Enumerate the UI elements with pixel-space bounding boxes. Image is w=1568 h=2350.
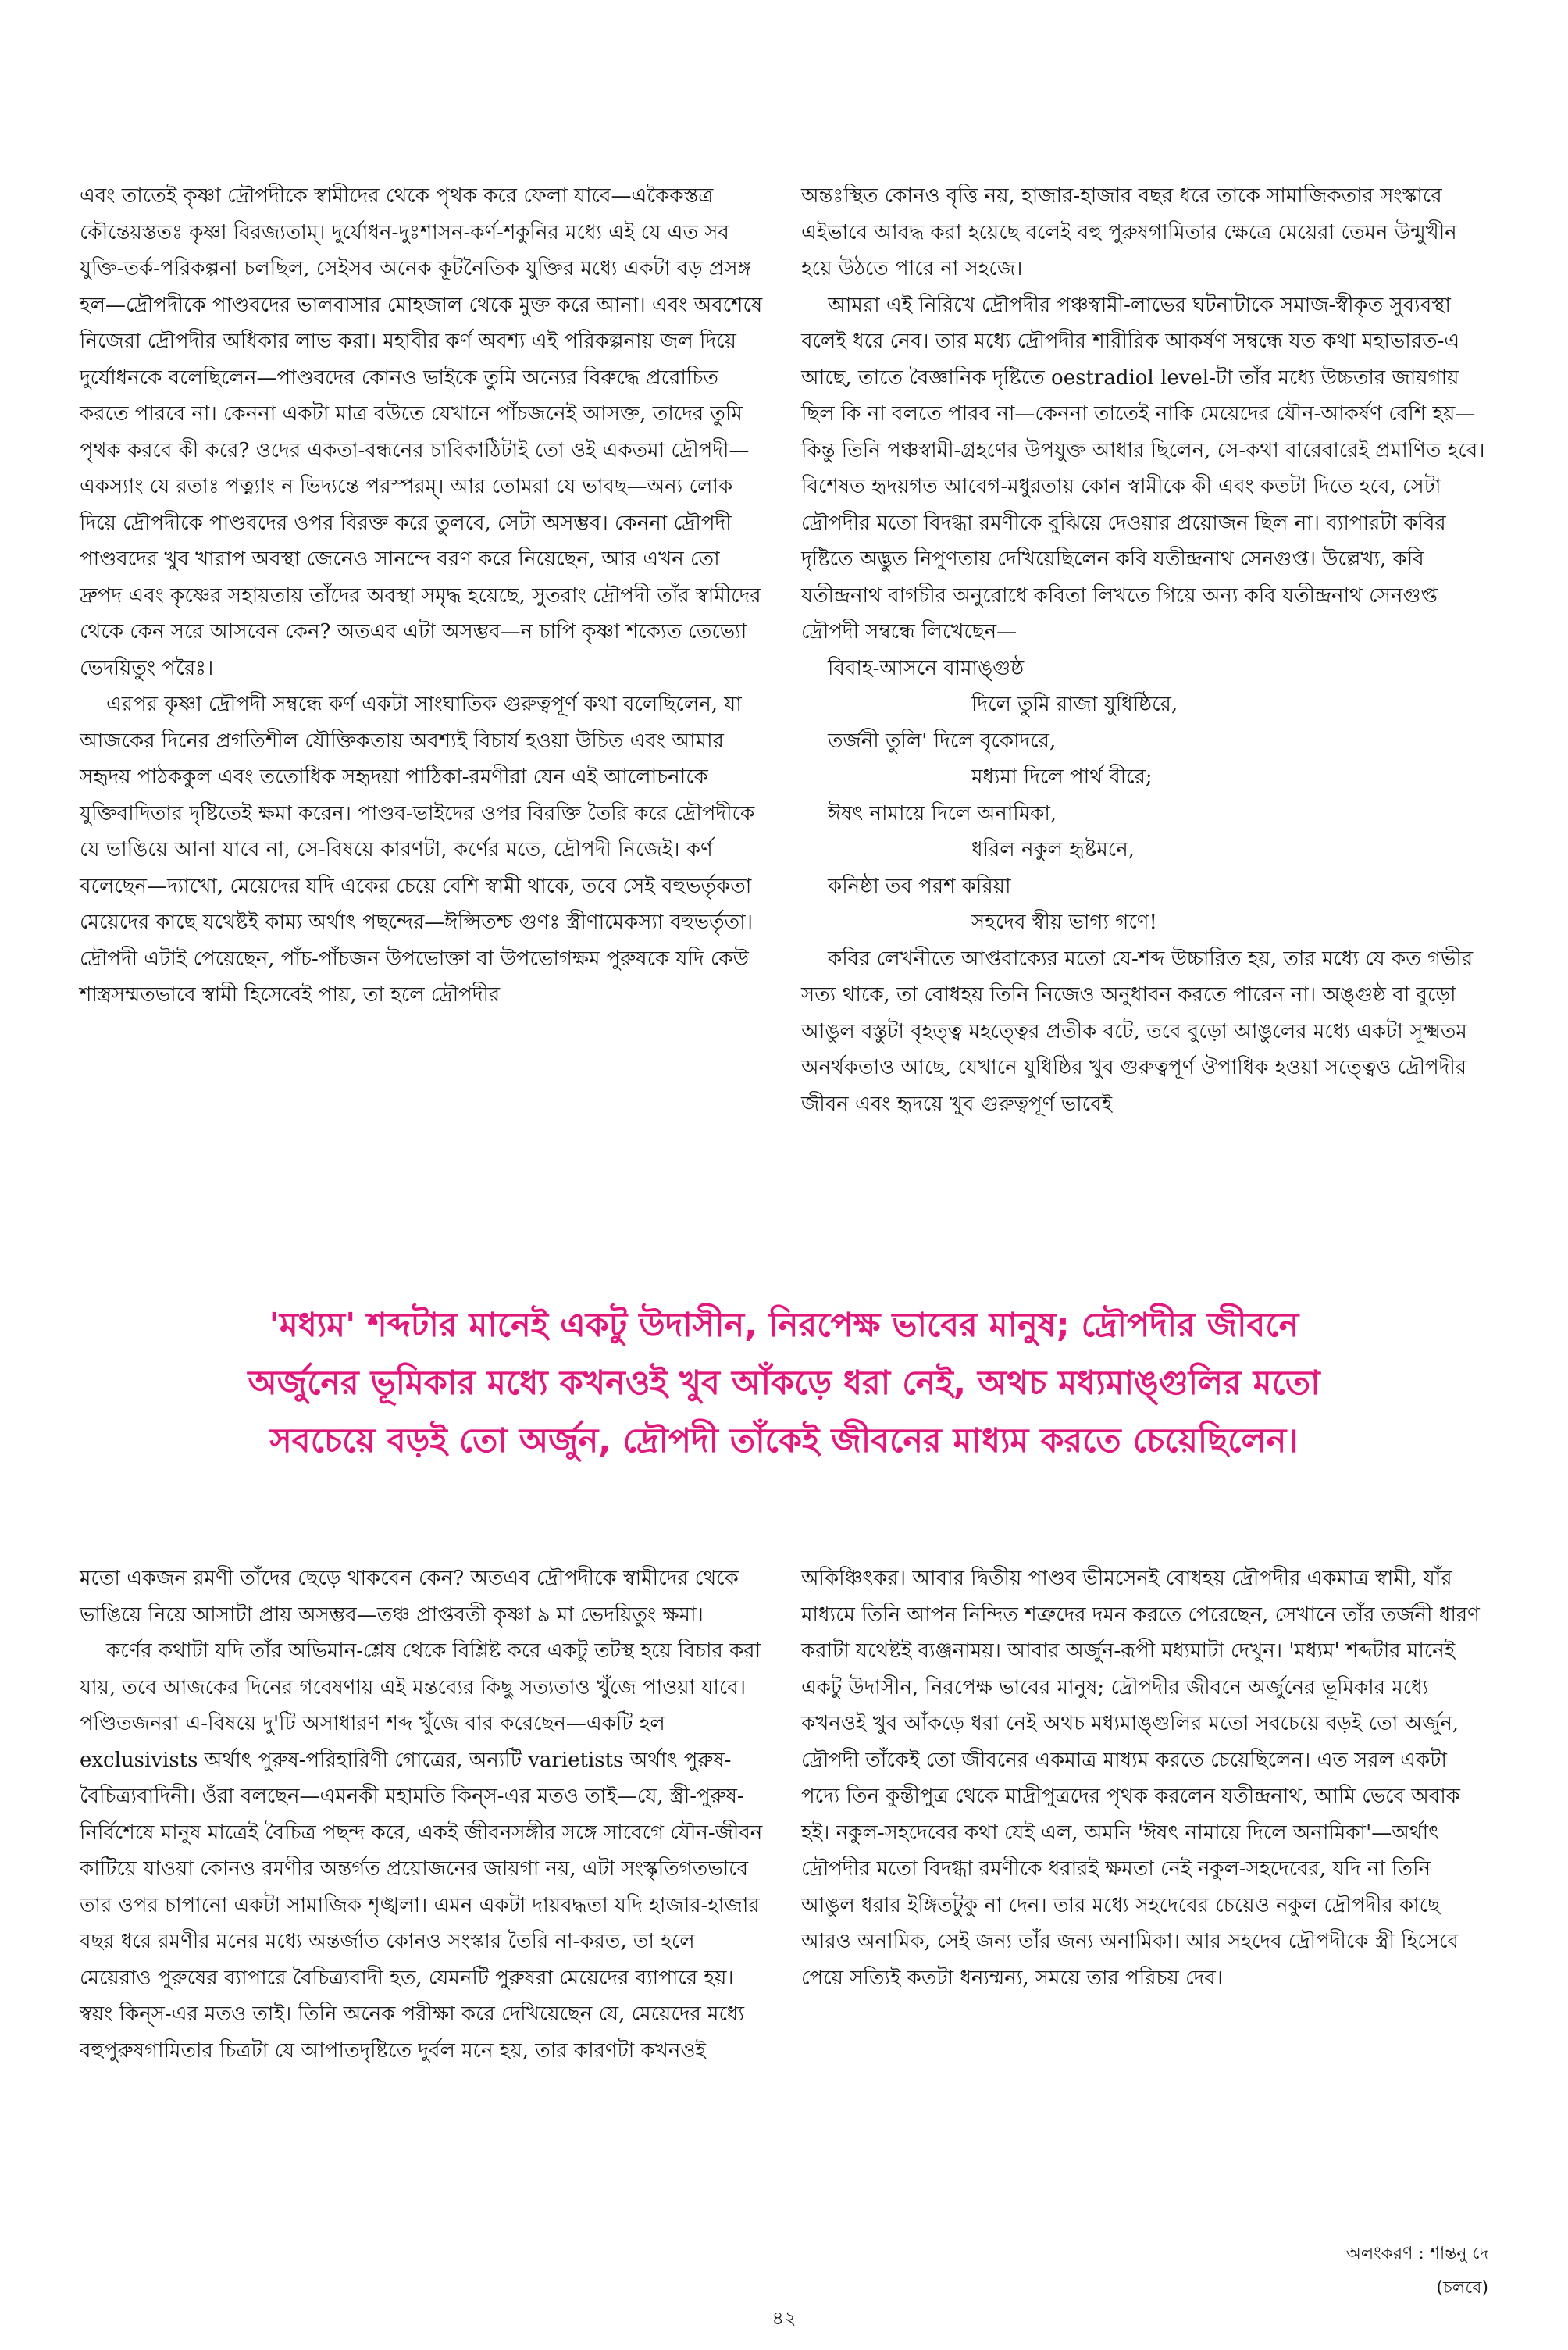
pull-quote — [78, 1296, 1490, 1470]
credits — [1098, 2237, 1488, 2305]
pull-quote-line: 'মধ্যম' শব্দটার মানেই একটু উদাসীন, নিরপেক্ষ ভাবের মানুষ; দ্রৌপদীর জীবনে — [269, 1306, 1299, 1345]
page-number: ৪২ — [772, 2307, 796, 2329]
column-bottom-right — [801, 1560, 1488, 1996]
illustration-credit: অলংকরণ : শান্তনু দে — [1345, 2244, 1488, 2263]
poem-line: সহদেব স্বীয় ভাগ্য গণে! — [971, 911, 1157, 934]
paragraph: কবির লেখনীতে আপ্তবাক্যের মতো যে-শব্দ উচ্চারিত হয়, তার মধ্যে যে কত গভীর সত্য থাকে, তা বোধহয় তিনি নিজেও অনুধাবন করতে পারেন না। অঙ্গুষ্ঠ বা বুড়ো আঙুল বস্তুটা বৃহত্ত্ব মহত্ত্বের প্রতীক বটে, তবে বুড়ো আঙুলের মধ্যে একটা সূক্ষ্মতম অনর্থকতাও আছে, যেখানে যুধিষ্ঠির খুব গুরুত্বপূর্ণ ঔপাধিক হওয়া সত্ত্বেও দ্রৌপদীর জীবন এবং হৃদয়ে খুব গুরুত্বপূর্ণ ভাবেই — [801, 947, 1474, 1116]
poem-line: দিলে তুমি রাজা যুধিষ্ঠিরে, — [971, 693, 1178, 716]
column-top-left — [80, 178, 767, 1014]
poem-line: ধরিল নকুল হৃষ্টমনে, — [971, 838, 1135, 861]
paragraph: আমরা এই নিরিখে দ্রৌপদীর পঞ্চস্বামী-লাভের ঘটনাটাকে সমাজ-স্বীকৃত সুব্যবস্থা বলেই ধরে নেব। তার মধ্যে দ্রৌপদীর শারীরিক আকর্ষণ সম্বন্ধে যত কথা মহাভারত-এ আছে, তাতে বৈজ্ঞানিক দৃষ্টিতে oestradiol level-টা তাঁর মধ্যে উচ্চতার জায়গায় ছিল কি না বলতে পারব না—কেননা তাতেই নাকি মেয়েদের যৌন-আকর্ষণ বেশি হয়—কিন্তু তিনি পঞ্চস্বামী-গ্রহণের উপযুক্ত আধার ছিলেন, সে-কথা বারেবারেই প্রমাণিত হবে। বিশেষত হৃদয়গত আবেগ-মধুরতায় কোন স্বামীকে কী এবং কতটা দিতে হবে, সেটা দ্রৌপদীর মতো বিদগ্ধা রমণীকে বুঝিয়ে দেওয়ার প্রয়োজন ছিল না। ব্যাপারটা কবির দৃষ্টিতে অদ্ভুত নিপুণতায় দেখিয়েছিলেন কবি যতীন্দ্রনাথ সেনগুপ্ত। উল্লেখ্য, কবি যতীন্দ্রনাথ বাগচীর অনুরোধে কবিতা লিখতে গিয়ে অন্য কবি যতীন্দ্রনাথ সেনগুপ্ত দ্রৌপদী সম্বন্ধে লিখেছেন— — [801, 293, 1485, 644]
paragraph: কর্ণের কথাটা যদি তাঁর অভিমান-শ্লেষ থেকে বিশ্লিষ্ট করে একটু তটস্থ হয়ে বিচার করা যায়, তবে আজকের দিনের গবেষণায় এই মন্তব্যের কিছু সত্যতাও খুঁজে পাওয়া যাবে। পণ্ডিতজনরা এ-বিষয়ে দু'টি অসাধারণ শব্দ খুঁজে বার করেছেন—একটি হল exclusivists অর্থাৎ পুরুষ-পরিহারিণী গোত্রের, অন্যটি varietists অর্থাৎ পুরুষ-বৈচিত্র্যবাদিনী। ওঁরা বলছেন—এমনকী মহামতি কিন্‌স-এর মতও তাই—যে, স্ত্রী-পুরুষ-নির্বিশেষে মানুষ মাত্রেই বৈচিত্র পছন্দ করে, একই জীবনসঙ্গীর সঙ্গে সাবেগে যৌন-জীবন কাটিয়ে যাওয়া কোনও রমণীর অন্তর্গত প্রয়োজনের জায়গা নয়, এটা সংস্কৃতিগতভাবে তার ওপর চাপানো একটা সামাজিক শৃঙ্খলা। এমন একটা দায়বদ্ধতা যদি হাজার-হাজার বছর ধরে রমণীর মনের মধ্যে অন্তর্জাত কোনও সংস্কার তৈরি না-করত, তা হলে মেয়েরাও পুরুষের ব্যাপারে বৈচিত্র্যবাদী হত, যেমনটি পুরুষরা মেয়েদের ব্যাপারে হয়। স্বয়ং কিন্‌স-এর মতও তাই। তিনি অনেক পরীক্ষা করে দেখিয়েছেন যে, মেয়েদের মধ্যে বহুপুরুষগামিতার চিত্রটা যে আপাতদৃষ্টিতে দুর্বল মনে হয়, তার কারণটা কখনওই — [80, 1639, 763, 2063]
column-top-right — [801, 178, 1488, 1122]
paragraph: এরপর কৃষ্ণা দ্রৌপদী সম্বন্ধে কর্ণ একটা সাংঘাতিক গুরুত্বপূর্ণ কথা বলেছিলেন, যা আজকের দিনের প্রগতিশীল যৌক্তিকতায় অবশ্যই বিচার্য হওয়া উচিত এবং আমার সহৃদয় পাঠককুল এবং ততোধিক সহৃদয়া পাঠিকা-রমণীরা যেন এই আলোচনাকে যুক্তিবাদিতার দৃষ্টিতেই ক্ষমা করেন। পাণ্ডব-ভাইদের ওপর বিরক্তি তৈরি করে দ্রৌপদীকে যে ভাঙিয়ে আনা যাবে না, সে-বিষয়ে কারণটা, কর্ণের মতে, দ্রৌপদী নিজেই। কর্ণ বলেছেন—দ্যাখো, মেয়েদের যদি একের চেয়ে বেশি স্বামী থাকে, তবে সেই বহুভর্তৃকতা মেয়েদের কাছে যথেষ্টই কাম্য অর্থাৎ পছন্দের—ঈপ্সিতশ্চ গুণঃ স্ত্রীণামেকস্যা বহুভর্তৃতা। দ্রৌপদী এটাই পেয়েছেন, পাঁচ-পাঁচজন উপভোক্তা বা উপভোগক্ষম পুরুষকে যদি কেউ শাস্ত্রসম্মতভাবে স্বামী হিসেবেই পায়, তা হলে দ্রৌপদীর — [80, 693, 755, 1007]
paragraph: অকিঞ্চিৎকর। আবার দ্বিতীয় পাণ্ডব ভীমসেনই বোধহয় দ্রৌপদীর একমাত্র স্বামী, যাঁর মাধ্যমে তিনি আপন নিন্দিত শত্রুদের দমন করতে পেরেছেন, সেখানে তাঁর তর্জনী ধারণ করাটা যথেষ্টই ব্যঞ্জনাময়। আবার অর্জুন-রূপী মধ্যমাটা দেখুন। 'মধ্যম' শব্দটার মানেই একটু উদাসীন, নিরপেক্ষ ভাবের মানুষ; দ্রৌপদীর জীবনে অর্জুনের ভূমিকার মধ্যে কখনওই খুব আঁকড়ে ধরা নেই অথচ মধ্যমাঙ্গুলির মতো সবচেয়ে বড়ই তো অর্জুন, দ্রৌপদী তাঁকেই তো জীবনের একমাত্র মাধ্যম করতে চেয়েছিলেন। এত সরল একটা পদ্যে তিন কুন্তীপুত্র থেকে মাদ্রীপুত্রদের পৃথক করলেন যতীন্দ্রনাথ, আমি ভেবে অবাক হই। নকুল-সহদেবের কথা যেই এল, অমনি 'ঈষৎ নামায়ে দিলে অনামিকা'—অর্থাৎ দ্রৌপদীর মতো বিদগ্ধা রমণীকে ধরারই ক্ষমতা নেই নকুল-সহদেবের, যদি না তিনি আঙুল ধরার ইঙ্গিতটুকু না দেন। তার মধ্যে সহদেবের চেয়েও নকুল দ্রৌপদীর কাছে আরও অনামিক, সেই জন্য তাঁর জন্য অনামিকা। আর সহদেব দ্রৌপদীকে স্ত্রী হিসেবে পেয়ে সত্যিই কতটা ধন্যম্মন্য, সময়ে তার পরিচয় দেব। — [801, 1567, 1480, 1990]
column-bottom-left — [80, 1560, 767, 2069]
paragraph: এবং তাতেই কৃষ্ণা দ্রৌপদীকে স্বামীদের থেকে পৃথক করে ফেলা যাবে—একৈকস্তত্র কৌন্তেয়স্ততঃ কৃষ্ণা বিরজ্যতাম্। দুর্যোধন-দুঃশাসন-কর্ণ-শকুনির মধ্যে এই যে এত সব যুক্তি-তর্ক-পরিকল্পনা চলছিল, সেইসব অনেক কূটনৈতিক যুক্তির মধ্যে একটা বড় প্রসঙ্গ হল—দ্রৌপদীকে পাণ্ডবদের ভালবাসার মোহজাল থেকে মুক্ত করে আনা। এবং অবশেষে নিজেরা দ্রৌপদীর অধিকার লাভ করা। মহাবীর কর্ণ অবশ্য এই পরিকল্পনায় জল দিয়ে দুর্যোধনকে বলেছিলেন—পাণ্ডবদের কোনও ভাইকে তুমি অন্যের বিরুদ্ধে প্ররোচিত করতে পারবে না। কেননা একটা মাত্র বউতে যেখানে পাঁচজনেই আসক্ত, তাদের তুমি পৃথক করবে কী করে? ওদের একতা-বন্ধনের চাবিকাঠিটাই তো ওই একতমা দ্রৌপদী—একস্যাং যে রতাঃ পত্ন্যাং ন ভিদ্যন্তে পরস্পরম্। আর তোমরা যে ভাবছ—অন্য লোক দিয়ে দ্রৌপদীকে পাণ্ডবদের ওপর বিরক্ত করে তুলবে, সেটা অসম্ভব। কেননা দ্রৌপদী পাণ্ডবদের খুব খারাপ অবস্থা জেনেও সানন্দে বরণ করে নিয়েছেন, আর এখন তো দ্রুপদ এবং কৃষ্ণের সহায়তায় তাঁদের অবস্থা সমৃদ্ধ হয়েছে, সুতরাং দ্রৌপদী তাঁর স্বামীদের থেকে কেন সরে আসবেন কেন? অতএব এটা অসম্ভব—ন চাপি কৃষ্ণা শক্যেত তেভ্যো ভেদয়িতুং পরৈঃ। — [80, 184, 763, 680]
paragraph: মতো একজন রমণী তাঁদের ছেড়ে থাকবেন কেন? অতএব দ্রৌপদীকে স্বামীদের থেকে ভাঙিয়ে নিয়ে আসাটা প্রায় অসম্ভব—তঞ্চ প্রাপ্তবতী কৃষ্ণা ৯ মা ভেদয়িতুং ক্ষমা। — [80, 1567, 739, 1627]
poem-line: কনিষ্ঠা তব পরশ করিয়া — [828, 874, 1011, 898]
poem-line: ঈষৎ নামায়ে দিলে অনামিকা, — [828, 801, 1057, 826]
poem-line: বিবাহ-আসনে বামাঙ্গুষ্ঠ — [828, 656, 1025, 680]
poem-line: তর্জনী তুলি' দিলে বৃকোদরে, — [828, 729, 1057, 753]
pull-quote-line: অর্জুনের ভূমিকার মধ্যে কখনওই খুব আঁকড়ে ধরা নেই, অথচ মধ্যমাঙ্গুলির মতো — [248, 1364, 1320, 1403]
poem-line: মধ্যমা দিলে পার্থ বীরে; — [971, 765, 1153, 789]
poem-quote — [801, 651, 1488, 941]
paragraph: অন্তঃস্থিত কোনও বৃত্তি নয়, হাজার-হাজার বছর ধরে তাকে সামাজিকতার সংস্কারে এইভাবে আবদ্ধ করা হয়েছে বলেই বহু পুরুষগামিতার ক্ষেত্রে মেয়েরা তেমন উন্মুখীন হয়ে উঠতে পারে না সহজে। — [801, 184, 1457, 280]
continued-note: (চলবে) — [1436, 2278, 1488, 2298]
pull-quote-line: সবচেয়ে বড়ই তো অর্জুন, দ্রৌপদী তাঁকেই জীবনের মাধ্যম করতে চেয়েছিলেন। — [269, 1421, 1299, 1460]
